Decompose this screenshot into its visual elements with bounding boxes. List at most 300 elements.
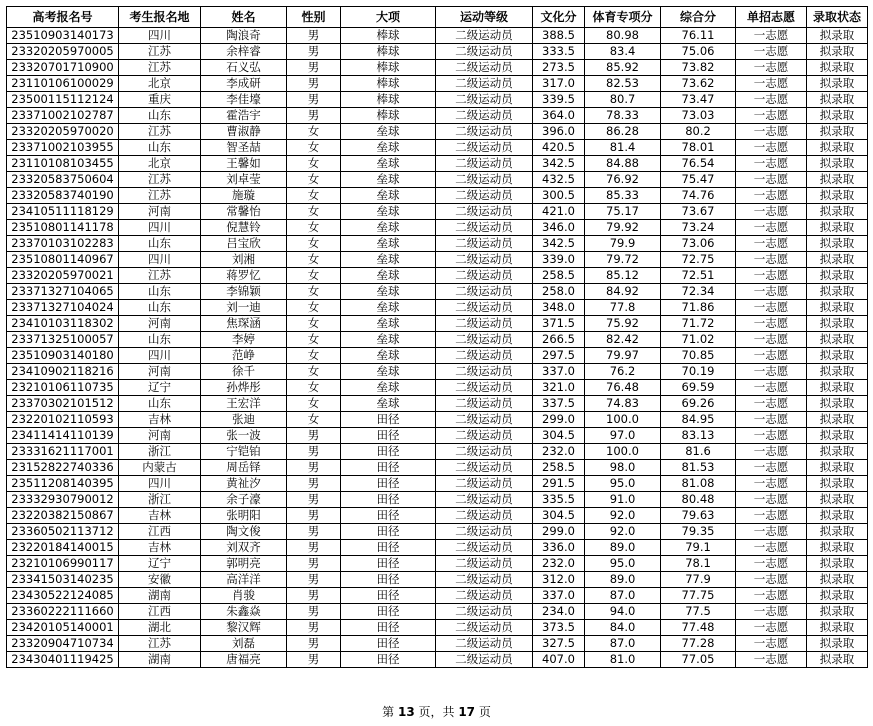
- table-row: [7, 540, 868, 556]
- cell-gender: 女: [287, 220, 341, 236]
- cell-level: 二级运动员: [436, 588, 533, 604]
- cell-exam-id: 23371002103955: [7, 140, 119, 156]
- cell-exam-id: 23371325100057: [7, 332, 119, 348]
- cell-culture-score: 258.0: [533, 284, 585, 300]
- cell-total-score: 71.86: [661, 300, 736, 316]
- cell-region: 江苏: [119, 172, 201, 188]
- column-header-culture-score: 文化分: [533, 7, 585, 28]
- cell-region: 湖北: [119, 620, 201, 636]
- cell-total-score: 73.47: [661, 92, 736, 108]
- cell-name: 刘湘: [201, 252, 287, 268]
- cell-sport-score: 89.0: [585, 540, 661, 556]
- table-row: [7, 428, 868, 444]
- cell-gender: 女: [287, 348, 341, 364]
- table-row: [7, 92, 868, 108]
- cell-status: 拟录取: [807, 364, 868, 380]
- cell-status: 拟录取: [807, 268, 868, 284]
- cell-sport-score: 76.92: [585, 172, 661, 188]
- cell-preference: 一志愿: [736, 44, 807, 60]
- column-header-gender: 性别: [287, 7, 341, 28]
- cell-culture-score: 258.5: [533, 268, 585, 284]
- cell-name: 刘卓莹: [201, 172, 287, 188]
- column-header-level: 运动等级: [436, 7, 533, 28]
- table-row: [7, 204, 868, 220]
- cell-exam-id: 23510903140180: [7, 348, 119, 364]
- table-row: [7, 124, 868, 140]
- cell-culture-score: 337.0: [533, 364, 585, 380]
- cell-region: 江苏: [119, 268, 201, 284]
- table-row: [7, 380, 868, 396]
- cell-exam-id: 23320205970005: [7, 44, 119, 60]
- cell-exam-id: 23320904710734: [7, 636, 119, 652]
- cell-sport-score: 100.0: [585, 444, 661, 460]
- cell-level: 二级运动员: [436, 476, 533, 492]
- cell-status: 拟录取: [807, 396, 868, 412]
- cell-gender: 男: [287, 476, 341, 492]
- cell-sport-score: 75.92: [585, 316, 661, 332]
- cell-region: 江苏: [119, 44, 201, 60]
- cell-name: 刘双齐: [201, 540, 287, 556]
- cell-name: 刘一迪: [201, 300, 287, 316]
- cell-name: 周岳铎: [201, 460, 287, 476]
- cell-exam-id: 23320583750604: [7, 172, 119, 188]
- cell-region: 山东: [119, 140, 201, 156]
- cell-culture-score: 339.0: [533, 252, 585, 268]
- cell-name: 李婷: [201, 332, 287, 348]
- table-row: [7, 524, 868, 540]
- column-header-status: 录取状态: [807, 7, 868, 28]
- cell-exam-id: 23210106990117: [7, 556, 119, 572]
- cell-status: 拟录取: [807, 604, 868, 620]
- cell-region: 吉林: [119, 412, 201, 428]
- cell-exam-id: 23152822740336: [7, 460, 119, 476]
- cell-name: 高洋洋: [201, 572, 287, 588]
- table-row: [7, 332, 868, 348]
- cell-total-score: 73.03: [661, 108, 736, 124]
- cell-exam-id: 23411414110139: [7, 428, 119, 444]
- cell-status: 拟录取: [807, 348, 868, 364]
- cell-exam-id: 23371327104065: [7, 284, 119, 300]
- cell-exam-id: 23410103118302: [7, 316, 119, 332]
- cell-total-score: 79.1: [661, 540, 736, 556]
- cell-region: 湖南: [119, 588, 201, 604]
- cell-preference: 一志愿: [736, 492, 807, 508]
- cell-region: 江苏: [119, 124, 201, 140]
- cell-exam-id: 23320205970021: [7, 268, 119, 284]
- cell-sport-score: 76.2: [585, 364, 661, 380]
- cell-region: 江西: [119, 524, 201, 540]
- cell-level: 二级运动员: [436, 124, 533, 140]
- cell-culture-score: 371.5: [533, 316, 585, 332]
- cell-name: 李锦颖: [201, 284, 287, 300]
- cell-level: 二级运动员: [436, 236, 533, 252]
- cell-level: 二级运动员: [436, 172, 533, 188]
- cell-name: 郭明亮: [201, 556, 287, 572]
- cell-culture-score: 258.5: [533, 460, 585, 476]
- cell-sport: 垒球: [341, 332, 436, 348]
- cell-culture-score: 321.0: [533, 380, 585, 396]
- cell-preference: 一志愿: [736, 124, 807, 140]
- cell-status: 拟录取: [807, 92, 868, 108]
- cell-culture-score: 421.0: [533, 204, 585, 220]
- cell-exam-id: 23510801140967: [7, 252, 119, 268]
- cell-sport: 田径: [341, 428, 436, 444]
- cell-status: 拟录取: [807, 476, 868, 492]
- cell-status: 拟录取: [807, 492, 868, 508]
- cell-sport-score: 74.83: [585, 396, 661, 412]
- cell-name: 曹淑静: [201, 124, 287, 140]
- cell-sport: 田径: [341, 540, 436, 556]
- cell-region: 湖南: [119, 652, 201, 668]
- cell-preference: 一志愿: [736, 396, 807, 412]
- cell-name: 余梓睿: [201, 44, 287, 60]
- cell-level: 二级运动员: [436, 524, 533, 540]
- cell-total-score: 77.5: [661, 604, 736, 620]
- cell-status: 拟录取: [807, 156, 868, 172]
- cell-culture-score: 407.0: [533, 652, 585, 668]
- cell-level: 二级运动员: [436, 92, 533, 108]
- cell-region: 四川: [119, 220, 201, 236]
- cell-region: 河南: [119, 204, 201, 220]
- cell-status: 拟录取: [807, 556, 868, 572]
- cell-culture-score: 312.0: [533, 572, 585, 588]
- cell-gender: 男: [287, 108, 341, 124]
- cell-name: 王宏洋: [201, 396, 287, 412]
- cell-level: 二级运动员: [436, 636, 533, 652]
- cell-gender: 男: [287, 620, 341, 636]
- cell-culture-score: 364.0: [533, 108, 585, 124]
- cell-total-score: 70.85: [661, 348, 736, 364]
- cell-sport-score: 79.9: [585, 236, 661, 252]
- admission-table: [6, 6, 868, 668]
- cell-region: 安徽: [119, 572, 201, 588]
- cell-exam-id: 23371327104024: [7, 300, 119, 316]
- cell-exam-id: 23341503140235: [7, 572, 119, 588]
- cell-name: 张一波: [201, 428, 287, 444]
- cell-region: 浙江: [119, 492, 201, 508]
- cell-status: 拟录取: [807, 332, 868, 348]
- cell-sport: 垒球: [341, 188, 436, 204]
- cell-status: 拟录取: [807, 140, 868, 156]
- cell-sport-score: 87.0: [585, 588, 661, 604]
- cell-gender: 女: [287, 316, 341, 332]
- cell-sport: 田径: [341, 604, 436, 620]
- cell-gender: 男: [287, 524, 341, 540]
- cell-preference: 一志愿: [736, 316, 807, 332]
- cell-region: 辽宁: [119, 380, 201, 396]
- cell-sport: 田径: [341, 524, 436, 540]
- cell-status: 拟录取: [807, 172, 868, 188]
- cell-level: 二级运动员: [436, 540, 533, 556]
- cell-name: 李佳壕: [201, 92, 287, 108]
- table-row: [7, 604, 868, 620]
- cell-status: 拟录取: [807, 204, 868, 220]
- cell-gender: 男: [287, 540, 341, 556]
- cell-sport-score: 76.48: [585, 380, 661, 396]
- cell-preference: 一志愿: [736, 412, 807, 428]
- cell-region: 江苏: [119, 188, 201, 204]
- cell-total-score: 81.6: [661, 444, 736, 460]
- cell-region: 河南: [119, 316, 201, 332]
- cell-sport: 垒球: [341, 236, 436, 252]
- cell-exam-id: 23371002102787: [7, 108, 119, 124]
- cell-sport-score: 77.8: [585, 300, 661, 316]
- cell-sport: 田径: [341, 412, 436, 428]
- cell-level: 二级运动员: [436, 108, 533, 124]
- cell-sport: 垒球: [341, 284, 436, 300]
- cell-gender: 男: [287, 652, 341, 668]
- cell-culture-score: 342.5: [533, 236, 585, 252]
- cell-preference: 一志愿: [736, 444, 807, 460]
- cell-total-score: 69.59: [661, 380, 736, 396]
- cell-culture-score: 266.5: [533, 332, 585, 348]
- cell-preference: 一志愿: [736, 476, 807, 492]
- table-row: [7, 268, 868, 284]
- cell-sport-score: 84.0: [585, 620, 661, 636]
- cell-preference: 一志愿: [736, 76, 807, 92]
- cell-name: 李成研: [201, 76, 287, 92]
- cell-sport: 田径: [341, 652, 436, 668]
- cell-status: 拟录取: [807, 460, 868, 476]
- cell-sport: 田径: [341, 620, 436, 636]
- table-row: [7, 572, 868, 588]
- cell-exam-id: 23510801141178: [7, 220, 119, 236]
- cell-sport-score: 80.7: [585, 92, 661, 108]
- cell-gender: 男: [287, 492, 341, 508]
- cell-status: 拟录取: [807, 380, 868, 396]
- cell-sport-score: 79.97: [585, 348, 661, 364]
- cell-sport: 垒球: [341, 124, 436, 140]
- footer-total-pages: 17: [458, 705, 476, 719]
- cell-region: 四川: [119, 28, 201, 44]
- cell-preference: 一志愿: [736, 380, 807, 396]
- cell-total-score: 73.62: [661, 76, 736, 92]
- cell-gender: 女: [287, 204, 341, 220]
- cell-gender: 男: [287, 556, 341, 572]
- cell-level: 二级运动员: [436, 652, 533, 668]
- cell-gender: 男: [287, 508, 341, 524]
- cell-status: 拟录取: [807, 300, 868, 316]
- cell-exam-id: 23430401119425: [7, 652, 119, 668]
- cell-total-score: 77.28: [661, 636, 736, 652]
- table-row: [7, 156, 868, 172]
- table-row: [7, 108, 868, 124]
- cell-region: 江苏: [119, 636, 201, 652]
- cell-level: 二级运动员: [436, 332, 533, 348]
- cell-sport-score: 79.72: [585, 252, 661, 268]
- cell-status: 拟录取: [807, 508, 868, 524]
- cell-sport-score: 86.28: [585, 124, 661, 140]
- cell-name: 施璇: [201, 188, 287, 204]
- cell-sport-score: 80.98: [585, 28, 661, 44]
- cell-total-score: 75.47: [661, 172, 736, 188]
- cell-level: 二级运动员: [436, 284, 533, 300]
- cell-total-score: 77.05: [661, 652, 736, 668]
- cell-level: 二级运动员: [436, 428, 533, 444]
- cell-sport: 垒球: [341, 268, 436, 284]
- cell-preference: 一志愿: [736, 460, 807, 476]
- cell-sport-score: 85.92: [585, 60, 661, 76]
- table-row: [7, 444, 868, 460]
- cell-gender: 女: [287, 124, 341, 140]
- cell-sport-score: 82.42: [585, 332, 661, 348]
- cell-name: 肖骏: [201, 588, 287, 604]
- cell-level: 二级运动员: [436, 76, 533, 92]
- cell-sport-score: 98.0: [585, 460, 661, 476]
- cell-preference: 一志愿: [736, 236, 807, 252]
- table-row: [7, 396, 868, 412]
- cell-total-score: 72.75: [661, 252, 736, 268]
- column-header-total-score: 综合分: [661, 7, 736, 28]
- cell-name: 张迪: [201, 412, 287, 428]
- table-row: [7, 284, 868, 300]
- cell-total-score: 80.48: [661, 492, 736, 508]
- cell-sport: 田径: [341, 492, 436, 508]
- cell-level: 二级运动员: [436, 316, 533, 332]
- table-row: [7, 28, 868, 44]
- cell-level: 二级运动员: [436, 492, 533, 508]
- cell-region: 山东: [119, 396, 201, 412]
- cell-sport-score: 97.0: [585, 428, 661, 444]
- cell-culture-score: 299.0: [533, 412, 585, 428]
- cell-status: 拟录取: [807, 316, 868, 332]
- table-row: [7, 348, 868, 364]
- cell-total-score: 79.35: [661, 524, 736, 540]
- cell-status: 拟录取: [807, 188, 868, 204]
- table-body: [7, 28, 868, 668]
- cell-level: 二级运动员: [436, 508, 533, 524]
- cell-total-score: 81.53: [661, 460, 736, 476]
- cell-level: 二级运动员: [436, 380, 533, 396]
- cell-sport: 棒球: [341, 44, 436, 60]
- cell-exam-id: 23210106110735: [7, 380, 119, 396]
- cell-name: 常馨怡: [201, 204, 287, 220]
- cell-region: 山东: [119, 284, 201, 300]
- cell-preference: 一志愿: [736, 348, 807, 364]
- cell-sport-score: 85.33: [585, 188, 661, 204]
- cell-exam-id: 23320583740190: [7, 188, 119, 204]
- cell-region: 吉林: [119, 508, 201, 524]
- table-row: [7, 252, 868, 268]
- cell-total-score: 73.82: [661, 60, 736, 76]
- cell-preference: 一志愿: [736, 220, 807, 236]
- cell-culture-score: 335.5: [533, 492, 585, 508]
- cell-sport-score: 95.0: [585, 556, 661, 572]
- cell-exam-id: 23420105140001: [7, 620, 119, 636]
- page-footer: [0, 704, 873, 720]
- table-row: [7, 140, 868, 156]
- cell-status: 拟录取: [807, 60, 868, 76]
- cell-name: 宁铠铂: [201, 444, 287, 460]
- cell-gender: 男: [287, 44, 341, 60]
- cell-exam-id: 23510903140173: [7, 28, 119, 44]
- footer-prefix: 第: [382, 705, 398, 719]
- cell-total-score: 72.34: [661, 284, 736, 300]
- cell-region: 四川: [119, 348, 201, 364]
- cell-exam-id: 23220102110593: [7, 412, 119, 428]
- cell-status: 拟录取: [807, 636, 868, 652]
- cell-status: 拟录取: [807, 620, 868, 636]
- cell-total-score: 70.19: [661, 364, 736, 380]
- cell-region: 北京: [119, 156, 201, 172]
- cell-region: 吉林: [119, 540, 201, 556]
- table-row: [7, 556, 868, 572]
- table-row: [7, 316, 868, 332]
- cell-level: 二级运动员: [436, 204, 533, 220]
- cell-status: 拟录取: [807, 444, 868, 460]
- table-row: [7, 652, 868, 668]
- cell-culture-score: 273.5: [533, 60, 585, 76]
- cell-preference: 一志愿: [736, 156, 807, 172]
- cell-preference: 一志愿: [736, 172, 807, 188]
- cell-total-score: 73.06: [661, 236, 736, 252]
- cell-sport: 棒球: [341, 76, 436, 92]
- table-row: [7, 188, 868, 204]
- cell-status: 拟录取: [807, 412, 868, 428]
- cell-exam-id: 23370302101512: [7, 396, 119, 412]
- cell-gender: 男: [287, 28, 341, 44]
- cell-culture-score: 299.0: [533, 524, 585, 540]
- cell-exam-id: 23360222111660: [7, 604, 119, 620]
- cell-sport: 垒球: [341, 140, 436, 156]
- cell-preference: 一志愿: [736, 204, 807, 220]
- cell-exam-id: 23220382150867: [7, 508, 119, 524]
- cell-name: 王馨如: [201, 156, 287, 172]
- cell-sport-score: 84.88: [585, 156, 661, 172]
- cell-gender: 女: [287, 188, 341, 204]
- cell-gender: 女: [287, 284, 341, 300]
- cell-exam-id: 23110108103455: [7, 156, 119, 172]
- cell-name: 范峥: [201, 348, 287, 364]
- cell-total-score: 77.75: [661, 588, 736, 604]
- cell-level: 二级运动员: [436, 604, 533, 620]
- cell-sport-score: 95.0: [585, 476, 661, 492]
- cell-preference: 一志愿: [736, 604, 807, 620]
- cell-gender: 男: [287, 428, 341, 444]
- cell-name: 唐福亮: [201, 652, 287, 668]
- table-row: [7, 508, 868, 524]
- cell-gender: 女: [287, 332, 341, 348]
- cell-region: 浙江: [119, 444, 201, 460]
- cell-region: 山东: [119, 332, 201, 348]
- footer-suffix: 页: [475, 705, 491, 719]
- cell-gender: 男: [287, 604, 341, 620]
- cell-sport-score: 85.12: [585, 268, 661, 284]
- cell-exam-id: 23331621117001: [7, 444, 119, 460]
- cell-region: 四川: [119, 252, 201, 268]
- cell-preference: 一志愿: [736, 364, 807, 380]
- cell-total-score: 79.63: [661, 508, 736, 524]
- cell-culture-score: 304.5: [533, 508, 585, 524]
- cell-region: 四川: [119, 476, 201, 492]
- cell-exam-id: 23410902118216: [7, 364, 119, 380]
- table-row: [7, 620, 868, 636]
- cell-culture-score: 348.0: [533, 300, 585, 316]
- cell-status: 拟录取: [807, 44, 868, 60]
- cell-status: 拟录取: [807, 572, 868, 588]
- cell-exam-id: 23360502113712: [7, 524, 119, 540]
- cell-culture-score: 388.5: [533, 28, 585, 44]
- cell-culture-score: 234.0: [533, 604, 585, 620]
- cell-level: 二级运动员: [436, 556, 533, 572]
- cell-level: 二级运动员: [436, 252, 533, 268]
- cell-total-score: 76.11: [661, 28, 736, 44]
- table-row: [7, 364, 868, 380]
- cell-level: 二级运动员: [436, 460, 533, 476]
- cell-exam-id: 23500115112124: [7, 92, 119, 108]
- cell-preference: 一志愿: [736, 652, 807, 668]
- cell-sport: 垒球: [341, 252, 436, 268]
